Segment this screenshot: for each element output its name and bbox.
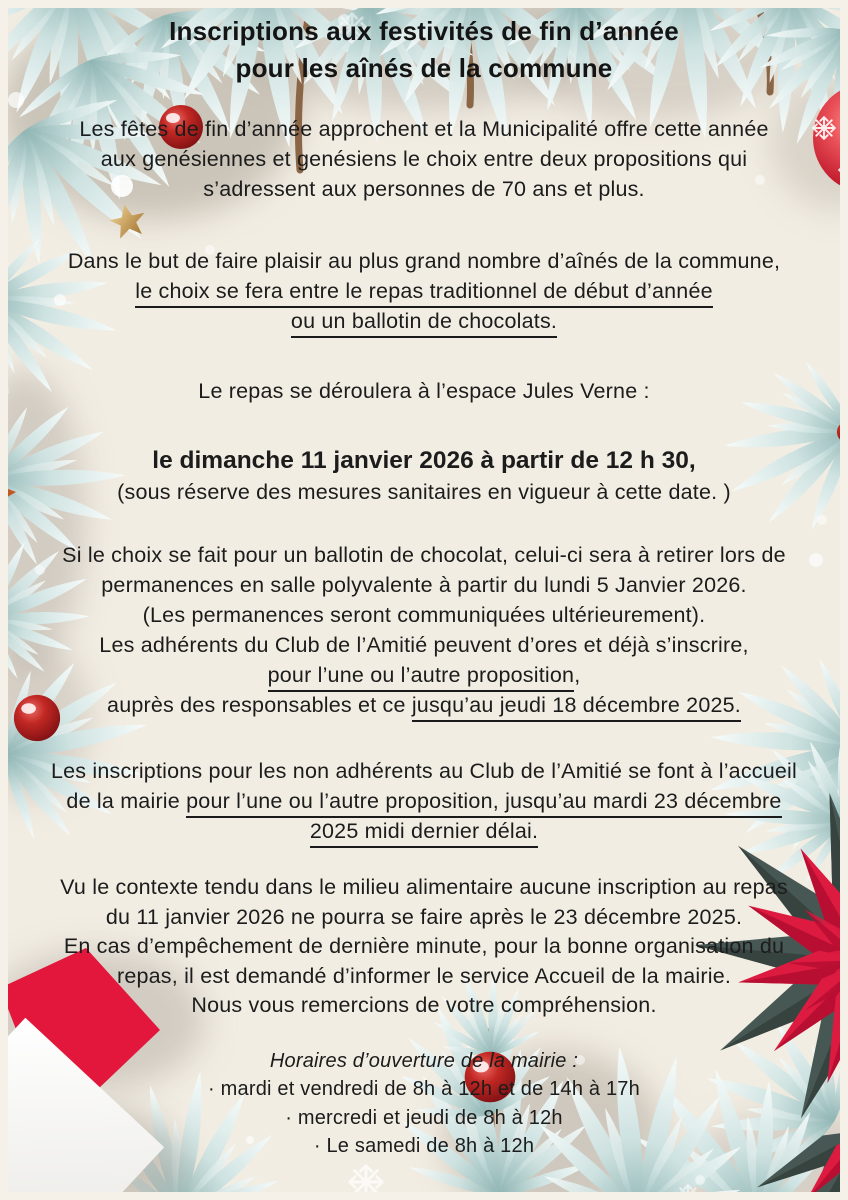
text-line: En cas d’empêchement de dernière minute, pour la bonne organisation du [63,934,785,958]
text-line: permanences en salle polyvalente à partir du lundi 5 Janvier 2026. [101,573,747,597]
text-line [0,660,848,690]
paragraph-chocolate [0,540,848,720]
text-line [0,816,848,846]
text-line: le dimanche 11 janvier 2026 à partir de 12 h 30, [152,447,696,474]
paragraph-non-members [0,756,848,846]
underlined-text: 2025 midi dernier délai. [310,819,538,848]
text-line: s’adressent aux personnes de 70 ans et plus. [203,177,645,201]
text-line [0,690,848,720]
text-segment: , [574,663,581,687]
text-line: Vu le contexte tendu dans le milieu alimentaire aucune inscription au repas [60,875,788,899]
underlined-text: pour l’une ou l’autre proposition [268,663,575,692]
text-segment: de la mairie [66,789,187,813]
text-line [0,276,848,306]
text-line: (Les permanences seront communiquées ultérieurement). [142,603,706,627]
text-line: (sous réserve des mesures sanitaires en vigueur à cette date. ) [117,480,731,504]
page-title [0,13,848,87]
underlined-text: jusqu’au jeudi 18 décembre 2025. [412,693,741,722]
text-line: Si le choix se fait pour un ballotin de chocolat, celui-ci sera à retirer lors de [62,543,786,567]
text-line: Nous vous remercions de votre compréhension. [191,993,657,1017]
paragraph-choice [0,246,848,336]
text-line: aux genésiennes et genésiens le choix entre deux propositions qui [100,147,748,171]
opening-hours-item: · mardi et vendredi de 8h à 12h et de 14h à 17h [208,1078,640,1100]
text-line: Les fêtes de fin d’année approchent et la Municipalité offre cette année [79,117,769,141]
paragraph-context [0,873,848,1021]
paragraph-intro [0,114,848,204]
paragraph-reserve [0,477,848,507]
text-line: du 11 janvier 2026 ne pourra se faire après le 23 décembre 2025. [105,904,743,929]
text-line [0,786,848,816]
text-line [0,306,848,336]
underlined-text: le choix se fera entre le repas traditionnel de début d’année [135,279,713,308]
text-line: Le repas se déroulera à l’espace Jules Verne : [198,379,650,403]
paragraph-venue [0,376,848,406]
title-line-1: Inscriptions aux festivités de fin d’année [169,16,679,46]
text-line: Les inscriptions pour les non adhérents au Club de l’Amitié se font à l’accueil [50,759,797,783]
opening-hours-heading: Horaires d’ouverture de la mairie : [269,1049,579,1072]
opening-hours-item: · mercredi et jeudi de 8h à 12h [285,1106,563,1129]
underlined-text: pour l’une ou l’autre proposition, jusqu’au mardi 23 décembre [186,789,781,818]
underlined-text: ou un ballotin de chocolats. [291,309,557,338]
text-line: Les adhérents du Club de l’Amitié peuvent d’ores et déjà s’inscrire, [99,633,749,657]
text-segment: auprès des responsables et ce [107,693,412,717]
opening-hours-item: · Le samedi de 8h à 12h [313,1135,535,1157]
paragraph-date-bold [0,444,848,477]
text-line: repas, il est demandé d’informer le service Accueil de la mairie. [116,963,732,988]
title-line-2: pour les aînés de la commune [235,53,613,83]
text-line: Dans le but de faire plaisir au plus grand nombre d’aînés de la commune, [67,249,781,273]
opening-hours [0,1047,848,1161]
